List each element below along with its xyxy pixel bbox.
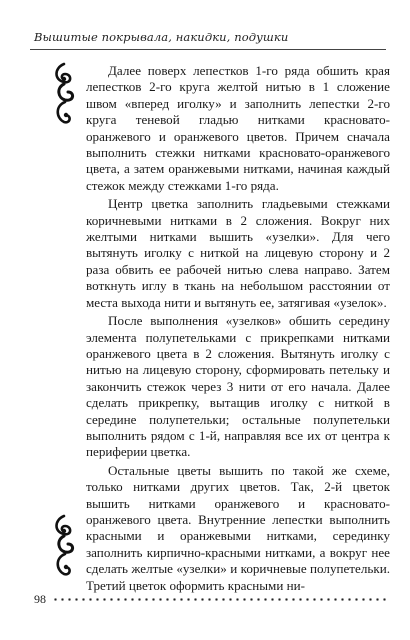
- paragraph-3: После выполнения «узелков» обшить середину элемента полупетельками с прикрепками нитками оранжевого цвета в 2 сложения. Вытянуть иголку с нитью на лицевую сторону, сформировать петельку и закончить стежок через 3 нити от его начала. Далее сделать прикрепку, вытащив иголку с ниткой в середине полупетельки; остальные полупетельки выполнить рядом с 1-й, направляя все их от центра к периферии цветка.: [86, 313, 390, 460]
- swirl-ornament-icon: [50, 514, 78, 583]
- dotted-rule: [52, 598, 390, 601]
- paragraph-4: Остальные цветы вышить по такой же схеме, только нитками других цветов. Так, 2-й цветок вышить нитками оранжевого и красновато-оранжевого цвета. Внутренние лепестки выполнить красными и оранжевыми нитками, серединку заполнить кирпично-красными нитками, а вокруг нее сделать желтые «узелки» и коричневые полупетельки. Третий цветок оформить красными ни-: [86, 462, 390, 593]
- swirl-ornament-icon: [50, 62, 78, 131]
- header-rule: [30, 49, 386, 50]
- paragraph-1: Далее поверх лепестков 1-го ряда обшить края лепестков 2-го круга желтой нитью в 1 сложение швом «вперед иголку» и заполнить лепестки 2-го круга теневой гладью нитками красновато-оранжевого и оранжевого цветов. Причем сначала выполнить стежки нитками красновато-оранжевого цвета, а затем оранжевыми нитками, начиная каждый стежок между стежками 1-го ряда.: [86, 63, 390, 193]
- running-header: Вышитые покрывала, накидки, подушки: [34, 30, 289, 44]
- page-number: 98: [34, 591, 46, 606]
- paragraph-2: Центр цветка заполнить гладьевыми стежками коричневыми нитками в 2 сложения. Вокруг них желтыми нитками вышить «узелки». Для чего вытянуть иголку с ниткой на лицевую сторону и 2 раза обвить ее рабочей нитью слева направо. Затем воткнуть иглу в ткань на небольшом расстоянии от места выхода нити и вытянуть ее, затягивая «узелок».: [86, 196, 390, 310]
- page-footer: [34, 590, 390, 608]
- body-text: [86, 63, 390, 596]
